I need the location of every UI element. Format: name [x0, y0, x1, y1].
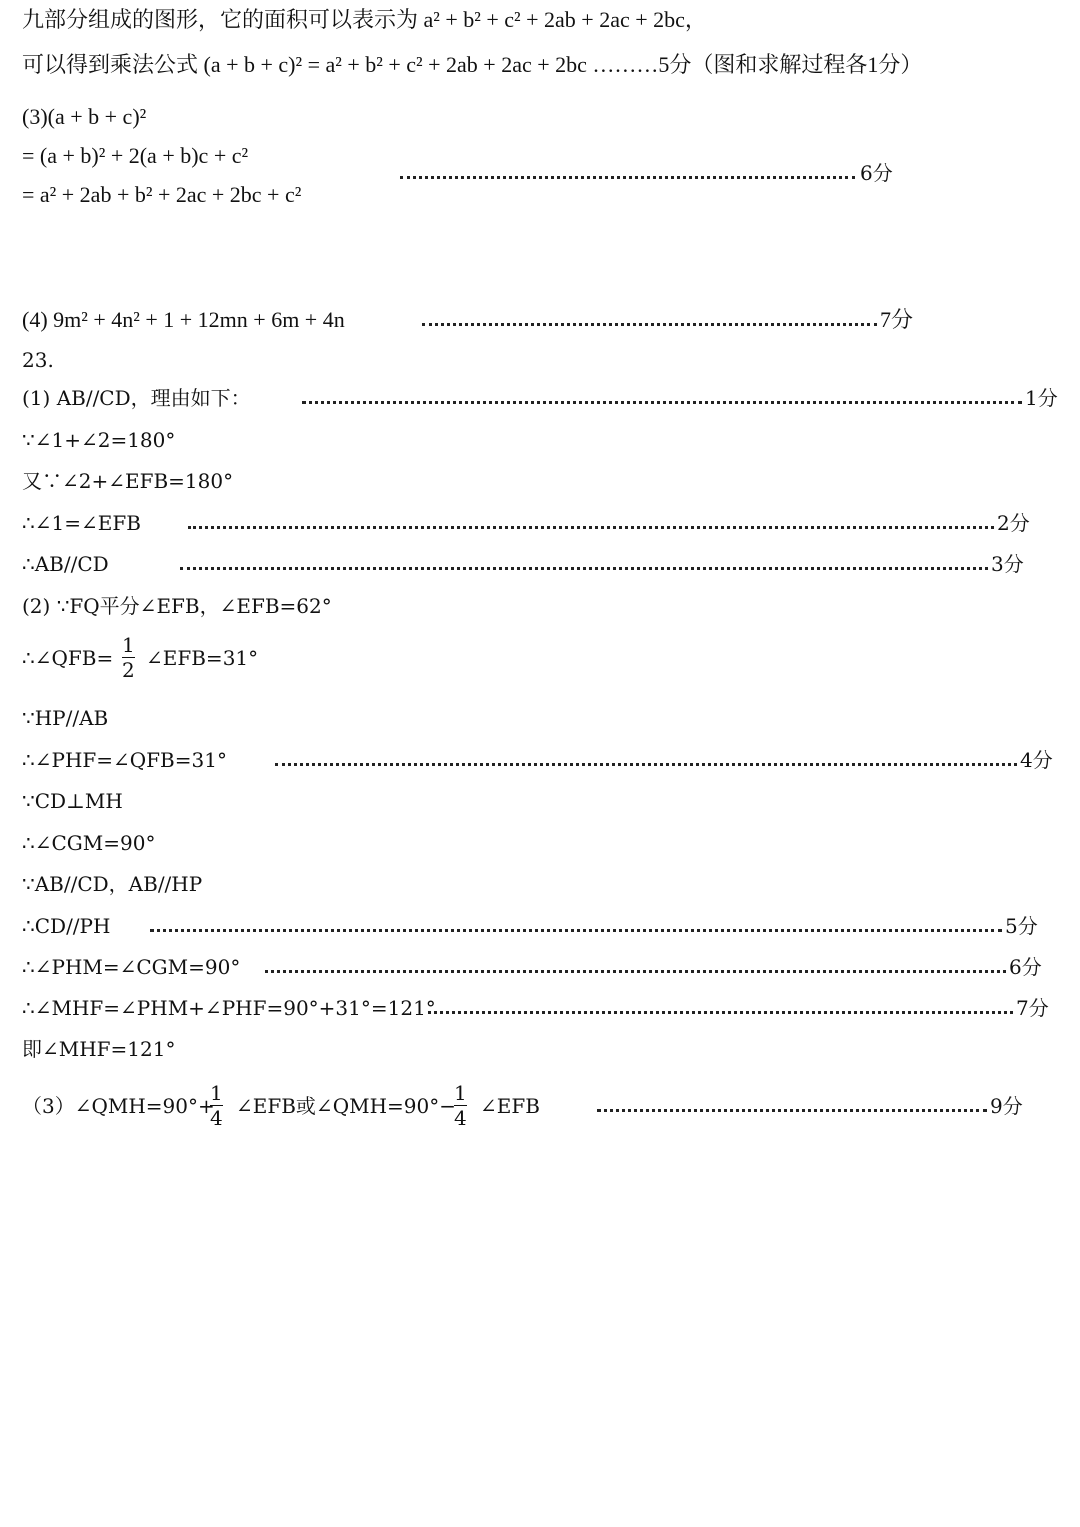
line-text: ∵HP//AB [22, 706, 109, 730]
fraction-denominator: 2 [122, 658, 135, 682]
score-label: 5分 [1005, 914, 1038, 938]
line-text: = (a + b)² + 2(a + b)c + c² [22, 143, 249, 168]
fraction-denominator: 4 [454, 1106, 467, 1130]
fraction-one-quarter [210, 1082, 223, 1129]
line-text: ∵∠1+∠2=180° [22, 428, 176, 452]
dot-leader [265, 970, 1006, 973]
line-text: ∴∠QFB= [22, 646, 114, 670]
fraction-numerator: 1 [454, 1081, 467, 1105]
line-text: 即∠MHF=121° [22, 1037, 176, 1061]
line-text: ∠EFB=31° [146, 646, 259, 670]
score-label: 3分 [991, 552, 1024, 576]
score-label: 9分 [990, 1094, 1023, 1118]
line-text: 九部分组成的图形，它的面积可以表示为 a² + b² + c² + 2ab + 2ac + 2bc， [22, 7, 707, 32]
score-label: 2分 [997, 511, 1030, 535]
line-text: = a² + 2ab + b² + 2ac + 2bc + c² [22, 182, 302, 207]
score-label: 7分 [1016, 996, 1049, 1020]
dot-leader [597, 1109, 987, 1112]
dot-leader [422, 323, 877, 326]
line-text: 23. [22, 348, 54, 372]
dot-leader [150, 929, 1002, 932]
score-label: 4分 [1020, 748, 1053, 772]
dot-leader [302, 401, 1022, 404]
line-text: 又∵∠2+∠EFB=180° [22, 469, 234, 493]
line-text: 可以得到乘法公式 (a + b + c)² = a² + b² + c² + 2ab + 2ac + 2bc ………5分（图和求解过程各1分） [22, 52, 923, 77]
dot-leader [428, 1011, 1013, 1014]
fraction-denominator: 4 [210, 1106, 223, 1130]
dot-leader [275, 763, 1017, 766]
line-text: ∴∠1=∠EFB [22, 511, 141, 535]
line-text: (2) ∵FQ平分∠EFB，∠EFB=62° [22, 594, 332, 618]
line-text: （3）∠QMH=90°+ [22, 1094, 215, 1118]
line-text: (4) 9m² + 4n² + 1 + 12mn + 6m + 4n [22, 307, 345, 332]
score-label: 6分 [1009, 955, 1042, 979]
line-text: ∴∠MHF=∠PHM+∠PHF=90°+31°=121° [22, 996, 436, 1020]
fraction-numerator: 1 [210, 1081, 223, 1105]
line-text: ∴CD//PH [22, 914, 111, 938]
dot-leader [188, 526, 994, 529]
line-text: ∠EFB [480, 1094, 540, 1118]
line-text: ∵AB//CD，AB//HP [22, 872, 203, 896]
score-label: 7分 [880, 307, 914, 332]
dot-leader [180, 567, 988, 570]
line-text: ∴∠PHF=∠QFB=31° [22, 748, 227, 772]
fraction-one-half [122, 634, 135, 681]
score-label: 1分 [1025, 386, 1058, 410]
line-text: (1) AB//CD，理由如下： [22, 386, 251, 410]
score-label: 6分 [860, 161, 893, 185]
line-text: ∴AB//CD [22, 552, 109, 576]
line-text: ∴∠PHM=∠CGM=90° [22, 955, 241, 979]
fraction-numerator: 1 [122, 633, 135, 657]
line-text: (3)(a + b + c)² [22, 104, 147, 129]
line-text: ∴∠CGM=90° [22, 831, 156, 855]
line-text: ∠EFB或∠QMH=90°− [236, 1094, 456, 1118]
line-text: ∵CD⊥MH [22, 789, 123, 813]
dot-leader [400, 176, 855, 179]
fraction-one-quarter [454, 1082, 467, 1129]
